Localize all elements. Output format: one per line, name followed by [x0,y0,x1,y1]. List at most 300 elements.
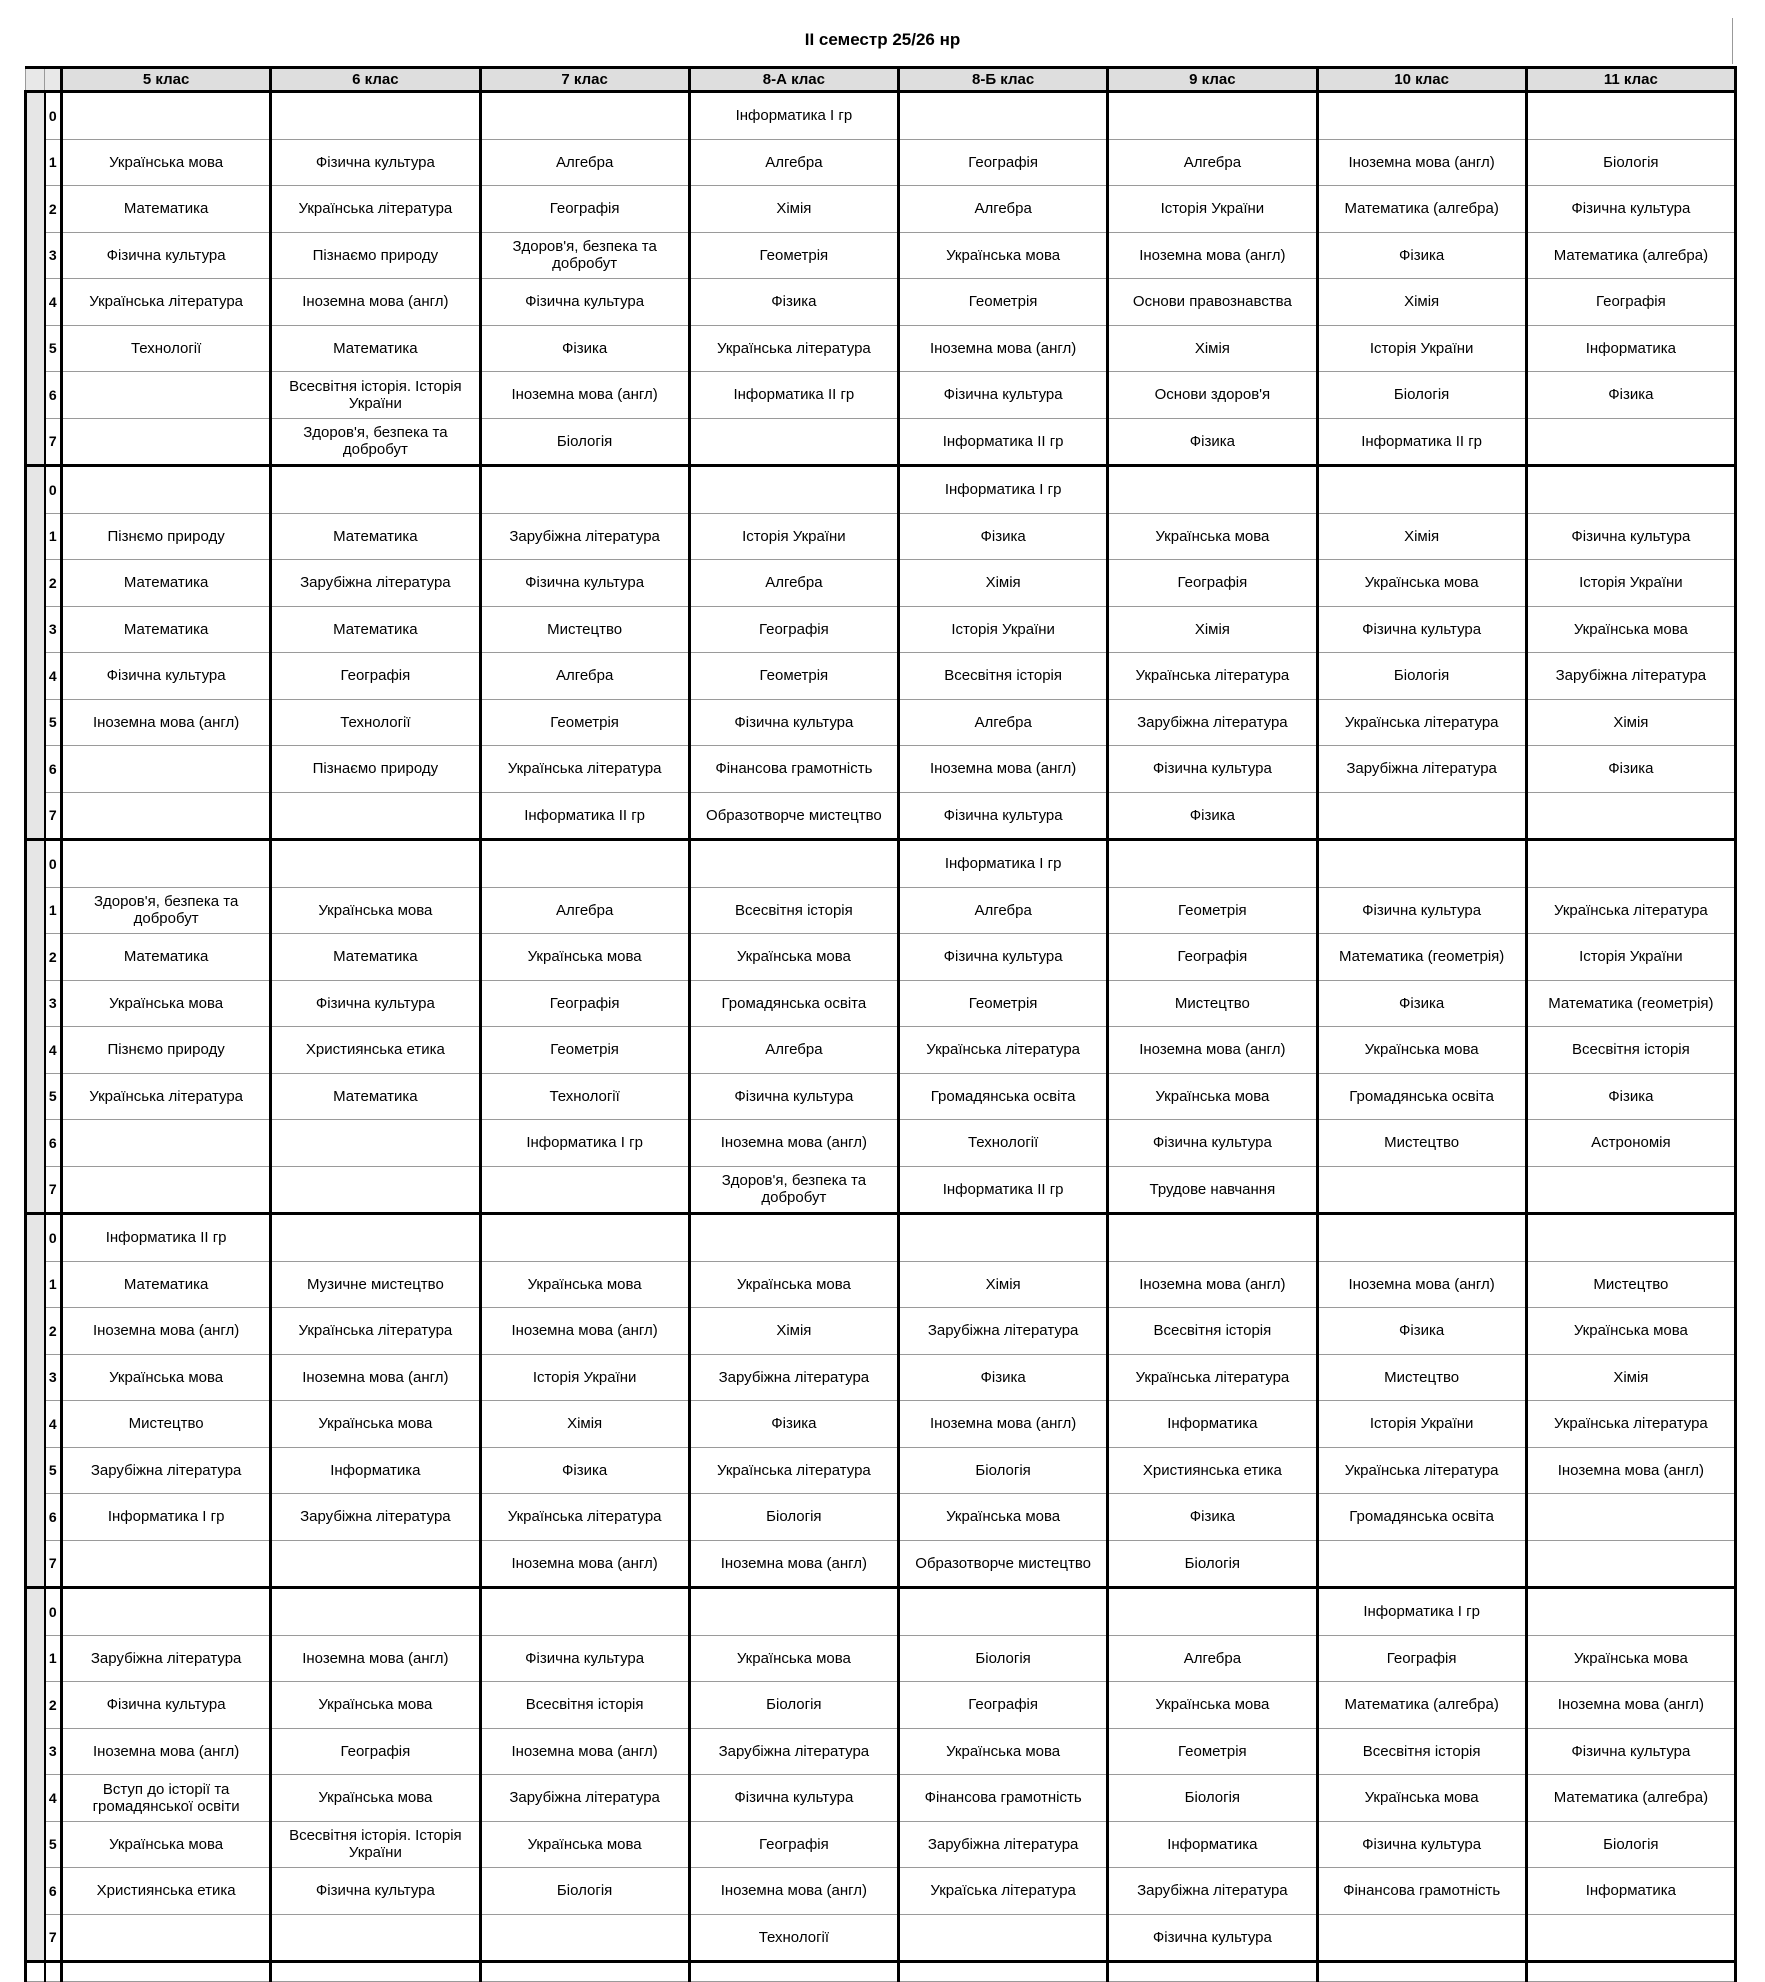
subject-cell: Інформатика II гр [62,1214,271,1262]
subject-cell [689,1588,898,1636]
lesson-number: 6 [45,1494,62,1541]
subject-cell: Хімія [1526,1354,1735,1401]
subject-cell: Українська мова [1526,1308,1735,1355]
subject-cell: Українська література [62,279,271,326]
lesson-number: 0 [45,466,62,514]
subject-cell: Історія України [1108,186,1317,233]
subject-cell: Історія України [1526,934,1735,981]
subject-cell: Іноземна мова (англ) [689,1540,898,1588]
subject-cell: Українська мова [1526,1635,1735,1682]
subject-cell: Інформатика I гр [899,466,1108,514]
subject-cell: Фізична культура [62,1682,271,1729]
subject-cell: Українська мова [1317,1775,1526,1822]
subject-cell: Іноземна мова (англ) [271,1635,480,1682]
subject-cell [1526,1914,1735,1962]
subject-cell: Українська мова [1108,1073,1317,1120]
lesson-row [26,186,1736,233]
subject-cell: Основи правознавства [1108,279,1317,326]
subject-cell [62,418,271,466]
subject-cell: Християнська етика [62,1868,271,1915]
empty-cell [271,1962,480,1982]
header-blank-day [26,68,45,92]
subject-cell: Українська мова [62,1821,271,1868]
subject-cell: Зарубіжна література [1317,746,1526,793]
subject-cell: Інформатика II гр [899,1166,1108,1214]
lesson-row [26,1682,1736,1729]
subject-cell: Громадянська освіта [899,1073,1108,1120]
subject-cell: Українська література [689,325,898,372]
lesson-row [26,1494,1736,1541]
subject-cell: Хімія [689,186,898,233]
day-label-cell [26,466,45,840]
subject-cell: Українська мова [271,1682,480,1729]
subject-cell [1526,466,1735,514]
subject-cell: Хімія [689,1308,898,1355]
subject-cell [62,372,271,419]
subject-cell: Фізика [1526,372,1735,419]
subject-cell: Інформатика II гр [480,792,689,840]
subject-cell [271,92,480,140]
lesson-row [26,1540,1736,1588]
subject-cell: Інформатика [271,1447,480,1494]
subject-cell [480,1166,689,1214]
lesson-row [26,139,1736,186]
subject-cell: Українська мова [899,1728,1108,1775]
subject-cell [271,792,480,840]
subject-cell: Іноземна мова (англ) [1108,232,1317,279]
subject-cell: Фізична культура [271,980,480,1027]
subject-cell: Трудове навчання [1108,1166,1317,1214]
subject-cell: Пізнємо природу [62,513,271,560]
subject-cell: Інформатика I гр [480,1120,689,1167]
subject-cell: Українська література [271,1308,480,1355]
subject-cell: Математика (алгебра) [1526,1775,1735,1822]
lesson-number: 4 [45,1401,62,1448]
subject-cell: Географія [1317,1635,1526,1682]
lesson-row [26,934,1736,981]
subject-cell: Алгебра [480,653,689,700]
subject-cell [1526,1214,1735,1262]
empty-cell [1526,1962,1735,1982]
subject-cell: Географія [899,139,1108,186]
subject-cell: Геометрія [1108,1728,1317,1775]
lesson-number: 4 [45,279,62,326]
lesson-number: 3 [45,980,62,1027]
class-header: 7 клас [480,68,689,92]
subject-cell: Фізична культура [1526,513,1735,560]
subject-cell: Фінансова грамотність [689,746,898,793]
subject-cell: Фізична культура [480,560,689,607]
empty-cell [480,1962,689,1982]
subject-cell: Мистецтво [1108,980,1317,1027]
subject-cell: Фізична культура [899,372,1108,419]
subject-cell [62,1540,271,1588]
subject-cell: Географія [689,606,898,653]
lesson-number: 5 [45,325,62,372]
subject-cell: Іноземна мова (англ) [899,325,1108,372]
subject-cell: Біологія [689,1494,898,1541]
subject-cell [62,1588,271,1636]
empty-cell [62,1962,271,1982]
subject-cell: Алгебра [689,560,898,607]
subject-cell: Фізична культура [1108,746,1317,793]
subject-cell: Іноземна мова (англ) [480,1728,689,1775]
subject-cell: Геометрія [899,279,1108,326]
subject-cell [1108,466,1317,514]
subject-cell: Математика [271,934,480,981]
subject-cell: Іноземна мова (англ) [480,1540,689,1588]
subject-cell: Біологія [1317,372,1526,419]
lesson-row [26,887,1736,934]
lesson-row [26,606,1736,653]
lesson-number: 2 [45,934,62,981]
lesson-number: 7 [45,418,62,466]
subject-cell: Фізика [480,325,689,372]
subject-cell: Фізична культура [271,139,480,186]
subject-cell: Алгебра [899,887,1108,934]
lesson-row [26,840,1736,888]
subject-cell: Фізика [1317,980,1526,1027]
subject-cell: Українська мова [1317,1027,1526,1074]
class-header: 6 клас [271,68,480,92]
subject-cell: Іноземна мова (англ) [1526,1447,1735,1494]
subject-cell: Мистецтво [1317,1120,1526,1167]
lesson-row [26,1261,1736,1308]
subject-cell: Фізична культура [689,1775,898,1822]
lesson-number: 2 [45,560,62,607]
subject-cell: Українська мова [689,1635,898,1682]
subject-cell: Фізична культура [689,1073,898,1120]
subject-cell: Географія [480,186,689,233]
subject-cell [480,840,689,888]
subject-cell: Алгебра [689,1027,898,1074]
subject-cell [899,1214,1108,1262]
subject-cell [1526,92,1735,140]
subject-cell: Історія України [899,606,1108,653]
lesson-row [26,699,1736,746]
subject-cell: Іноземна мова (англ) [271,279,480,326]
subject-cell: Інформатика I гр [689,92,898,140]
lesson-number: 7 [45,792,62,840]
subject-cell: Мистецтво [62,1401,271,1448]
subject-cell: Українська література [1526,887,1735,934]
subject-cell: Пізнаємо природу [271,746,480,793]
subject-cell: Геометрія [1108,887,1317,934]
subject-cell: Мистецтво [1317,1354,1526,1401]
subject-cell: Геометрія [480,1027,689,1074]
subject-cell [480,1588,689,1636]
lesson-row [26,980,1736,1027]
schedule-table [24,66,1737,1982]
day-label-cell [26,1214,45,1588]
subject-cell: Українська література [271,186,480,233]
subject-cell: Українська література [480,746,689,793]
subject-cell [62,1914,271,1962]
subject-cell: Фізична культура [899,792,1108,840]
subject-cell: Математика [62,1261,271,1308]
subject-cell: Фізика [689,1401,898,1448]
subject-cell: Геометрія [689,653,898,700]
subject-cell: Хімія [1108,325,1317,372]
subject-cell [1108,1588,1317,1636]
subject-cell [689,840,898,888]
subject-cell: Хімія [899,1261,1108,1308]
subject-cell: Основи здоров'я [1108,372,1317,419]
subject-cell: Зарубіжна література [689,1354,898,1401]
subject-cell: Хімія [899,560,1108,607]
subject-cell: Технології [689,1914,898,1962]
subject-cell: Інформатика I гр [62,1494,271,1541]
subject-cell: Здоров'я, безпека та добробут [480,232,689,279]
subject-cell: Алгебра [1108,1635,1317,1682]
subject-cell: Математика (алгебра) [1317,1682,1526,1729]
subject-cell: Математика (геометрія) [1317,934,1526,981]
subject-cell: Фізика [899,513,1108,560]
subject-cell [1317,466,1526,514]
subject-cell [271,466,480,514]
subject-cell: Алгебра [1108,139,1317,186]
subject-cell [271,1914,480,1962]
subject-cell: Зарубіжна література [1108,1868,1317,1915]
subject-cell: Математика [271,325,480,372]
subject-cell: Українська мова [62,139,271,186]
class-header: 9 клас [1108,68,1317,92]
subject-cell: Зарубіжна література [1526,653,1735,700]
subject-cell: Українська мова [1108,513,1317,560]
subject-cell [1108,840,1317,888]
subject-cell: Математика [62,606,271,653]
subject-cell: Християнська етика [1108,1447,1317,1494]
lesson-row [26,513,1736,560]
lesson-row [26,1214,1736,1262]
subject-cell [480,1914,689,1962]
subject-cell: Фізична культура [1526,186,1735,233]
subject-cell: Біологія [899,1635,1108,1682]
subject-cell [1317,792,1526,840]
subject-cell: Всесвітня історія [899,653,1108,700]
lesson-number: 1 [45,513,62,560]
subject-cell: Українська література [1317,1447,1526,1494]
subject-cell [1317,92,1526,140]
lesson-row [26,1401,1736,1448]
subject-cell: Географія [1526,279,1735,326]
subject-cell: Алгебра [899,186,1108,233]
subject-cell: Інформатика II гр [1317,418,1526,466]
subject-cell: Біологія [1108,1540,1317,1588]
subject-cell: Фізична культура [689,699,898,746]
subject-cell: Іноземна мова (англ) [899,746,1108,793]
subject-cell: Всесвітня історія [1108,1308,1317,1355]
subject-cell: Українська література [1317,699,1526,746]
subject-cell: Іноземна мова (англ) [689,1868,898,1915]
subject-cell: Фізика [1108,1494,1317,1541]
subject-cell: Українська мова [899,1494,1108,1541]
lesson-row [26,279,1736,326]
subject-cell [1526,1588,1735,1636]
lesson-number: 2 [45,1308,62,1355]
subject-cell: Фізична культура [1108,1914,1317,1962]
day-label-cell [26,92,45,466]
lesson-number: 0 [45,840,62,888]
lesson-number: 7 [45,1540,62,1588]
lesson-number: 2 [45,1682,62,1729]
subject-cell: Українська мова [1526,606,1735,653]
subject-cell: Громадянська освіта [1317,1073,1526,1120]
subject-cell: Фізична культура [1108,1120,1317,1167]
subject-cell: Алгебра [899,699,1108,746]
subject-cell: Всесвітня історія [689,887,898,934]
lesson-number: 5 [45,699,62,746]
subject-cell: Українська література [689,1447,898,1494]
subject-cell [62,840,271,888]
subject-cell: Українська література [62,1073,271,1120]
subject-cell: Українська література [899,1027,1108,1074]
empty-cell [1317,1962,1526,1982]
subject-cell: Біологія [1526,139,1735,186]
subject-cell: Біологія [1317,653,1526,700]
subject-cell: Фізика [689,279,898,326]
lesson-row [26,372,1736,419]
subject-cell: Фізична культура [899,934,1108,981]
subject-cell: Зарубіжна література [480,1775,689,1822]
lesson-number: 3 [45,1354,62,1401]
subject-cell: Іноземна мова (англ) [1317,139,1526,186]
lesson-row [26,325,1736,372]
subject-cell: Біологія [480,1868,689,1915]
subject-cell: Фізична культура [1526,1728,1735,1775]
subject-cell: Образотворче мистецтво [899,1540,1108,1588]
subject-cell: Алгебра [689,139,898,186]
subject-cell [1526,792,1735,840]
subject-cell: Технології [62,325,271,372]
subject-cell: Біологія [1108,1775,1317,1822]
lesson-row [26,418,1736,466]
subject-cell: Зарубіжна література [480,513,689,560]
subject-cell: Географія [271,1728,480,1775]
subject-cell [689,1214,898,1262]
lesson-row [26,1354,1736,1401]
subject-cell [899,92,1108,140]
lesson-row [26,92,1736,140]
subject-cell [480,92,689,140]
lesson-number: 6 [45,1868,62,1915]
subject-cell: Хімія [1108,606,1317,653]
subject-cell: Зарубіжна література [1108,699,1317,746]
subject-cell: Фізична культура [1317,606,1526,653]
subject-cell: Фізична культура [480,279,689,326]
day-label-cell [26,840,45,1214]
subject-cell [1526,840,1735,888]
empty-cell [45,1962,62,1982]
lesson-row [26,560,1736,607]
lesson-row [26,1728,1736,1775]
subject-cell: Іноземна мова (англ) [480,1308,689,1355]
subject-cell: Геометрія [899,980,1108,1027]
subject-cell: Пізнємо природу [62,1027,271,1074]
subject-cell: Українська мова [271,1401,480,1448]
subject-cell: Зарубіжна література [689,1728,898,1775]
lesson-row [26,792,1736,840]
subject-cell: Громадянська освіта [1317,1494,1526,1541]
subject-cell: Фізична культура [62,653,271,700]
subject-cell: Українська мова [689,1261,898,1308]
class-header: 11 клас [1526,68,1735,92]
subject-cell [62,746,271,793]
subject-cell: Українська література [480,1494,689,1541]
subject-cell [1526,418,1735,466]
lesson-number: 5 [45,1447,62,1494]
lesson-number: 1 [45,139,62,186]
subject-cell: Фізика [480,1447,689,1494]
lesson-row [26,653,1736,700]
lesson-number: 1 [45,1261,62,1308]
subject-cell: Українська мова [899,232,1108,279]
subject-cell: Фізична культура [1317,887,1526,934]
lesson-row [26,232,1736,279]
subject-cell: Іноземна мова (англ) [1108,1261,1317,1308]
subject-cell [271,1214,480,1262]
trailing-empty-row [26,1962,1736,1982]
subject-cell: Хімія [1526,699,1735,746]
subject-cell: Вступ до історії та громадянської освіти [62,1775,271,1822]
lesson-row [26,1120,1736,1167]
subject-cell: Здоров'я, безпека та добробут [62,887,271,934]
subject-cell: Українська література [1108,1354,1317,1401]
day-label-cell [26,1588,45,1962]
subject-cell: Християнська етика [271,1027,480,1074]
subject-cell: Фізична культура [480,1635,689,1682]
subject-cell: Географія [689,1821,898,1868]
schedule-title: II семестр 25/26 нр [804,30,961,49]
subject-cell: Математика [271,513,480,560]
subject-cell: Історія України [1317,325,1526,372]
subject-cell: Фізика [899,1354,1108,1401]
subject-cell: Всесвітня історія. Історія України [271,1821,480,1868]
lesson-number: 4 [45,1027,62,1074]
subject-cell: Математика (алгебра) [1526,232,1735,279]
subject-cell: Інформатика II гр [899,418,1108,466]
subject-cell: Хімія [480,1401,689,1448]
subject-cell: Іноземна мова (англ) [899,1401,1108,1448]
lesson-row [26,746,1736,793]
subject-cell: Фізична культура [271,1868,480,1915]
class-header: 8-Б клас [899,68,1108,92]
lesson-row [26,1166,1736,1214]
subject-cell: Громадянська освіта [689,980,898,1027]
subject-cell: Українська мова [1317,560,1526,607]
subject-cell: Інформатика II гр [689,372,898,419]
subject-cell: Українська мова [271,887,480,934]
lesson-row [26,1821,1736,1868]
subject-cell: Іноземна мова (англ) [62,1728,271,1775]
subject-cell: Українська мова [62,980,271,1027]
subject-cell [62,1120,271,1167]
subject-cell: Геометрія [689,232,898,279]
subject-cell: Зарубіжна література [899,1308,1108,1355]
lesson-number: 0 [45,1588,62,1636]
subject-cell: Технології [271,699,480,746]
subject-cell: Фізика [1317,1308,1526,1355]
empty-cell [689,1962,898,1982]
subject-cell [62,92,271,140]
subject-cell [1317,1914,1526,1962]
subject-cell: Біологія [689,1682,898,1729]
subject-cell: Фінансова грамотність [1317,1868,1526,1915]
subject-cell: Українська мова [480,934,689,981]
subject-cell: Здоров'я, безпека та добробут [271,418,480,466]
header-blank-num [45,68,62,92]
subject-cell: Іноземна мова (англ) [689,1120,898,1167]
